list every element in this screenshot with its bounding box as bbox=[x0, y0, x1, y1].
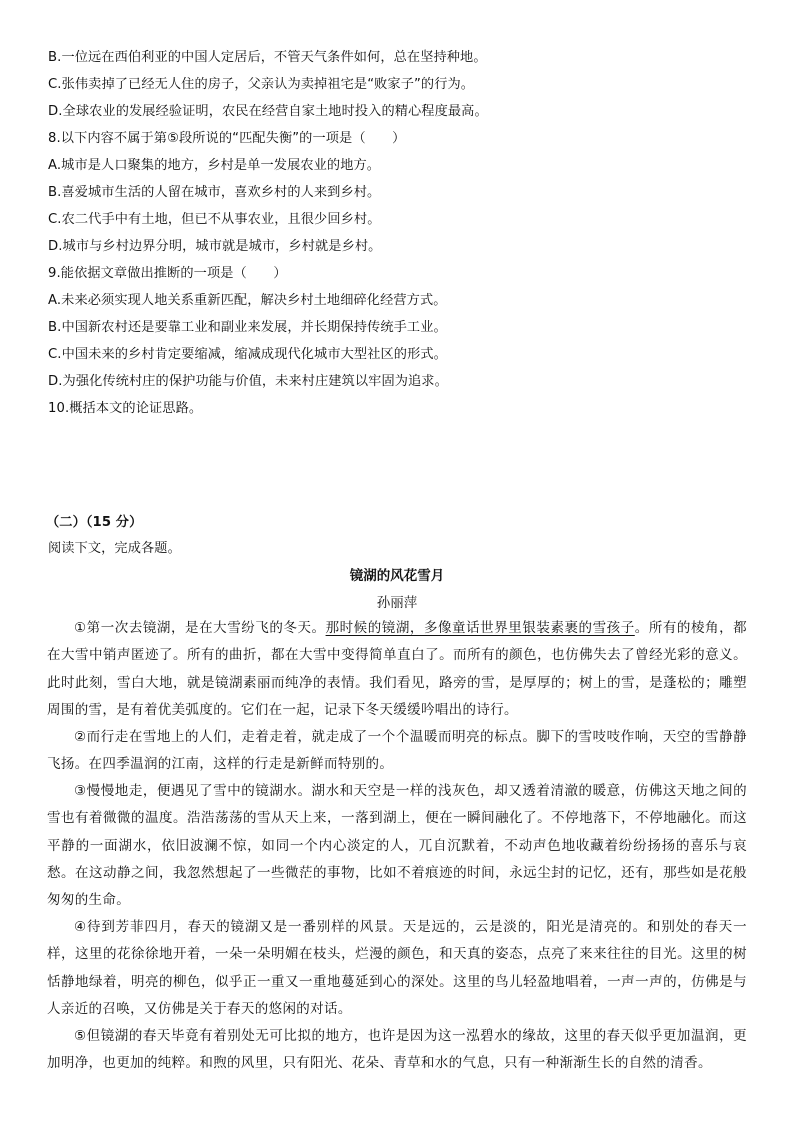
paragraph-2: ②而行走在雪地上的人们，走着走着，就走成了一个个温暖而明亮的标点。脚下的雪吱吱作响，天空的雪静静飞扬。在四季温润的江南，这样的行走是新鲜而特别的。 bbox=[47, 729, 747, 773]
q8-option-d: D.城市与乡村边界分明，城市就是城市，乡村就是乡村。 bbox=[48, 239, 382, 254]
q9-option-a: A.未来必须实现人地关系重新匹配，解决乡村土地细碎化经营方式。 bbox=[48, 293, 447, 308]
article-title: 镜湖的风花雪月 bbox=[349, 568, 445, 584]
q9-stem: 9.能依据文章做出推断的一项是（ ） bbox=[48, 266, 287, 281]
q10-stem: 10.概括本文的论证思路。 bbox=[48, 401, 203, 416]
q9-option-d: D.为强化传统村庄的保护功能与价值，未来村庄建筑以牢固为追求。 bbox=[48, 374, 448, 389]
q9-option-b: B.中国新农村还是要靠工业和副业来发展，并长期保持传统手工业。 bbox=[48, 320, 447, 335]
paragraph-1 bbox=[47, 615, 747, 724]
article-author: 孙丽萍 bbox=[376, 595, 418, 611]
paragraph-3: ③慢慢地走，便遇见了雪中的镜湖水。湖水和天空是一样的浅灰色，却又透着清澈的暖意，仿佛这天地之间的雪也有着微微的温度。浩浩荡荡的雪从天上来，一落到湖上，便在一瞬间融化了。不停地落下，不停地融化。而这平静的一面湖水，依旧波澜不惊，如同一个内心淡定的人，兀自沉默着，不动声色地收藏着纷纷扬扬的喜乐与哀愁。在这动静之间，我忽然想起了一些微茫的事物，比如不着痕迹的时间，永远尘封的记忆，还有，那些如是花般匆匆的生命。 bbox=[47, 783, 747, 909]
underlined-sentence: 那时候的镜湖，多像童话世界里银装素裹的雪孩子 bbox=[325, 620, 635, 636]
section-heading: （二）（15 分） bbox=[46, 515, 143, 530]
q8-option-a: A.城市是人口聚集的地方，乡村是单一发展农业的地方。 bbox=[48, 158, 381, 173]
section-instruction: 阅读下文，完成各题。 bbox=[48, 541, 181, 556]
paragraph-4: ④待到芳菲四月，春天的镜湖又是一番别样的风景。天是远的，云是淡的，阳光是清亮的。和别处的春天一样，这里的花徐徐地开着，一朵一朵明媚在枝头，烂漫的颜色，和天真的姿态，点亮了来来往往的目光。这里的树恬静地绿着，明亮的柳色，似乎正一重又一重地蔓延到心的深处。这里的鸟儿轻盈地唱着，一声一声的，仿佛是与人亲近的召唤，又仿佛是关于春天的悠闲的对话。 bbox=[47, 919, 747, 1017]
q8-option-c: C.农二代手中有土地，但已不从事农业，且很少回乡村。 bbox=[48, 212, 381, 227]
q9-option-c: C.中国未来的乡村肯定要缩减，缩减成现代化城市大型社区的形式。 bbox=[48, 347, 447, 362]
q7-option-d: D.全球农业的发展经验证明，农民在经营自家土地时投入的精心程度最高。 bbox=[48, 104, 488, 119]
paragraph-1-start: ①第一次去镜湖，是在大雪纷飞的冬天。 bbox=[74, 620, 326, 636]
q8-option-b: B.喜爱城市生活的人留在城市，喜欢乡村的人来到乡村。 bbox=[48, 185, 381, 200]
q7-option-b: B.一位远在西伯利亚的中国人定居后，不管天气条件如何，总在坚持种地。 bbox=[48, 50, 487, 65]
paragraph-5: ⑤但镜湖的春天毕竟有着别处无可比拟的地方，也许是因为这一泓碧水的缘故，这里的春天似乎更加温润，更加明净，也更加的纯粹。和煦的风里，只有阳光、花朵、青草和水的气息，只有一种渐渐生长的自然的清香。 bbox=[47, 1028, 747, 1072]
q8-stem: 8.以下内容不属于第⑤段所说的“匹配失衡”的一项是（ ） bbox=[48, 131, 406, 146]
paragraph-1-rest: 。所有的棱角，都在大雪中销声匿迹了。所有的曲折，都在大雪中变得简单直白了。而所有的颜色，也仿佛失去了曾经光彩的意义。此时此刻，雪白大地，就是镜湖素丽而纯净的表情。我们看见，路旁的雪，是厚厚的；树上的雪，是蓬松的；雕塑周围的雪，是有着优美弧度的。它们在一起，记录下冬天缓缓吟唱出的诗行。 bbox=[47, 620, 747, 718]
q7-option-c: C.张伟卖掉了已经无人住的房子，父亲认为卖掉祖宅是“败家子”的行为。 bbox=[48, 77, 475, 92]
